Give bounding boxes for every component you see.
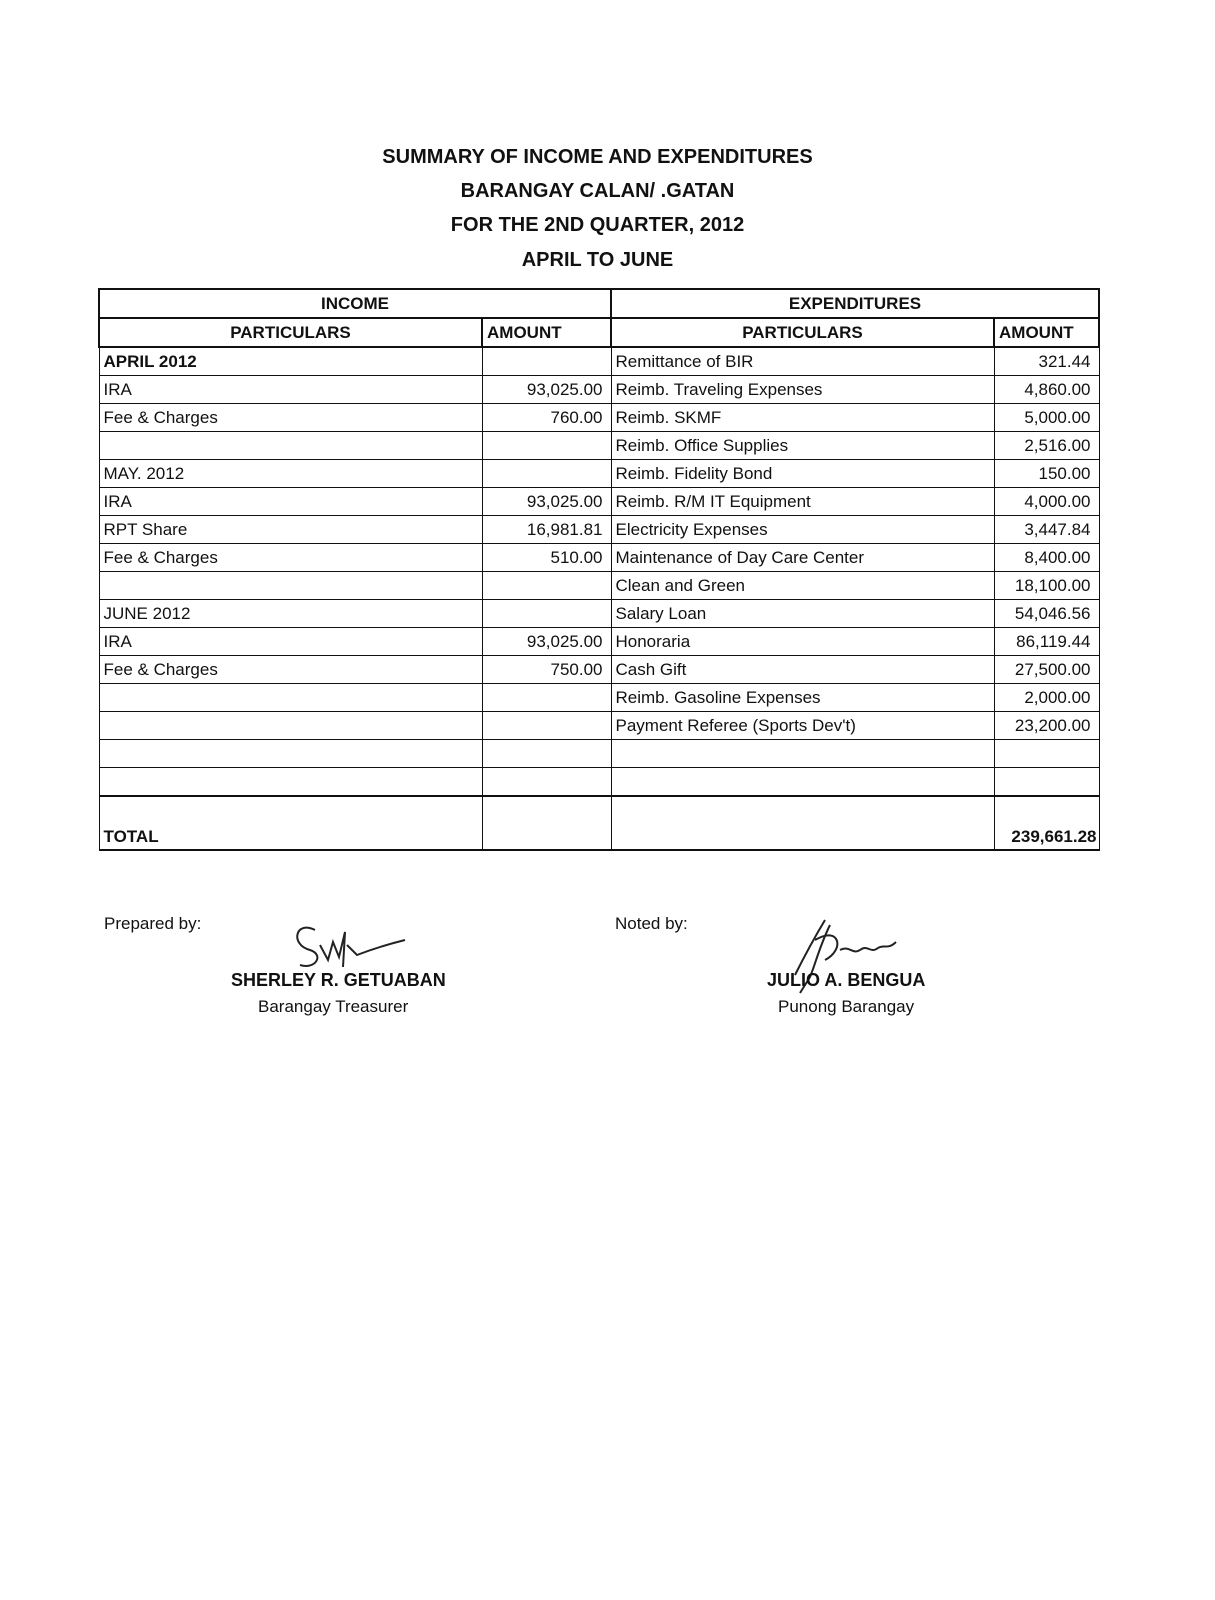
income-amount [482, 432, 611, 460]
income-particular: MAY. 2012 [99, 460, 482, 488]
expenditure-amount: 54,046.56 [994, 600, 1099, 628]
total-income-amount [482, 796, 611, 850]
expenditure-amount-header: AMOUNT [994, 318, 1099, 347]
income-amount [482, 460, 611, 488]
expenditure-particular: Honoraria [611, 628, 994, 656]
income-particular [99, 712, 482, 740]
income-amount: 760.00 [482, 404, 611, 432]
income-particular: Fee & Charges [99, 404, 482, 432]
income-expenditures-table [98, 288, 1100, 851]
table-row [99, 404, 1099, 432]
expenditure-amount: 18,100.00 [994, 572, 1099, 600]
expenditure-amount: 5,000.00 [994, 404, 1099, 432]
table-row [99, 460, 1099, 488]
expenditure-particular: Reimb. R/M IT Equipment [611, 488, 994, 516]
expenditure-particular: Reimb. SKMF [611, 404, 994, 432]
income-amount-header: AMOUNT [482, 318, 611, 347]
income-particular: APRIL 2012 [99, 347, 482, 376]
income-particular: RPT Share [99, 516, 482, 544]
expenditure-amount: 321.44 [994, 347, 1099, 376]
total-row [99, 796, 1099, 850]
income-particular: IRA [99, 628, 482, 656]
income-particular: Fee & Charges [99, 656, 482, 684]
income-amount: 93,025.00 [482, 376, 611, 404]
expenditure-particular: Reimb. Fidelity Bond [611, 460, 994, 488]
expenditure-amount: 23,200.00 [994, 712, 1099, 740]
expenditure-particular: Reimb. Traveling Expenses [611, 376, 994, 404]
expenditure-amount: 4,860.00 [994, 376, 1099, 404]
expenditure-particular: Payment Referee (Sports Dev't) [611, 712, 994, 740]
expenditure-amount [994, 768, 1099, 797]
income-particular: IRA [99, 488, 482, 516]
expenditure-amount [994, 740, 1099, 768]
table-row [99, 600, 1099, 628]
expenditure-particular: Salary Loan [611, 600, 994, 628]
months: APRIL TO JUNE [521, 249, 674, 271]
income-amount [482, 572, 611, 600]
table-row [99, 516, 1099, 544]
table-row [99, 684, 1099, 712]
expenditure-amount: 150.00 [994, 460, 1099, 488]
total-expenditures-amount: 239,661.28 [994, 796, 1099, 850]
table-row [99, 628, 1099, 656]
income-amount [482, 684, 611, 712]
income-amount [482, 740, 611, 768]
expenditure-particular: Reimb. Office Supplies [611, 432, 994, 460]
income-amount: 750.00 [482, 656, 611, 684]
expenditure-amount: 86,119.44 [994, 628, 1099, 656]
expenditure-amount: 2,516.00 [994, 432, 1099, 460]
income-particulars-header: PARTICULARS [99, 318, 482, 347]
punong-barangay-name: JULIO A. BENGUA [767, 970, 926, 990]
table-row [99, 432, 1099, 460]
treasurer-name: SHERLEY R. GETUABAN [231, 970, 446, 990]
expenditure-particular: Cash Gift [611, 656, 994, 684]
expenditure-amount: 3,447.84 [994, 516, 1099, 544]
expenditures-header: EXPENDITURES [611, 289, 1099, 318]
income-particular: IRA [99, 376, 482, 404]
treasurer-title: Barangay Treasurer [258, 997, 409, 1016]
income-particular [99, 684, 482, 712]
expenditure-particular: Clean and Green [611, 572, 994, 600]
prepared-by-label: Prepared by: [104, 914, 202, 933]
expenditure-particular [611, 768, 994, 797]
table-row [99, 572, 1099, 600]
document-title: SUMMARY OF INCOME AND EXPENDITURES [382, 146, 813, 168]
income-amount [482, 600, 611, 628]
barangay-name: BARANGAY CALAN/ .GATAN [460, 180, 735, 202]
income-particular: JUNE 2012 [99, 600, 482, 628]
expenditure-amount: 2,000.00 [994, 684, 1099, 712]
income-particular [99, 740, 482, 768]
income-amount [482, 768, 611, 797]
noted-by-label: Noted by: [615, 914, 688, 933]
expenditure-particular: Maintenance of Day Care Center [611, 544, 994, 572]
expenditure-particulars-header: PARTICULARS [611, 318, 994, 347]
income-amount: 93,025.00 [482, 628, 611, 656]
expenditure-amount: 8,400.00 [994, 544, 1099, 572]
total-label: TOTAL [99, 796, 482, 850]
table-row [99, 347, 1099, 376]
total-expenditure-particular [611, 796, 994, 850]
income-particular [99, 572, 482, 600]
income-amount [482, 347, 611, 376]
income-particular [99, 432, 482, 460]
income-amount: 510.00 [482, 544, 611, 572]
punong-barangay-title: Punong Barangay [778, 997, 915, 1016]
expenditure-particular [611, 740, 994, 768]
income-amount: 93,025.00 [482, 488, 611, 516]
table-row [99, 488, 1099, 516]
table-row [99, 768, 1099, 797]
income-amount: 16,981.81 [482, 516, 611, 544]
expenditure-amount: 4,000.00 [994, 488, 1099, 516]
income-amount [482, 712, 611, 740]
table-row [99, 740, 1099, 768]
expenditure-particular: Reimb. Gasoline Expenses [611, 684, 994, 712]
expenditure-particular: Electricity Expenses [611, 516, 994, 544]
table-row [99, 544, 1099, 572]
income-header: INCOME [99, 289, 611, 318]
expenditure-amount: 27,500.00 [994, 656, 1099, 684]
income-particular [99, 768, 482, 797]
table-row [99, 376, 1099, 404]
table-row [99, 712, 1099, 740]
period: FOR THE 2ND QUARTER, 2012 [450, 214, 745, 236]
table-row [99, 656, 1099, 684]
income-particular: Fee & Charges [99, 544, 482, 572]
expenditure-particular: Remittance of BIR [611, 347, 994, 376]
